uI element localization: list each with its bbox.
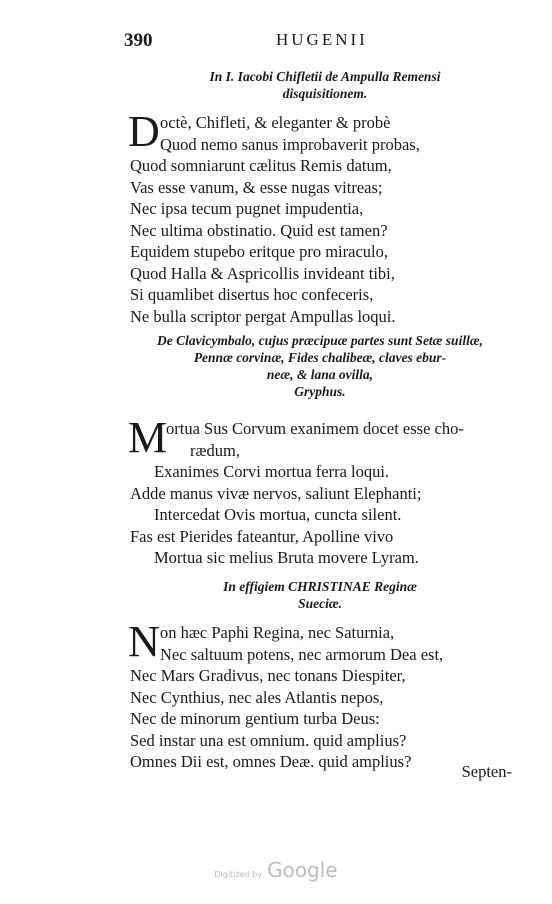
- title-line: In I. Iacobi Chifletii de Ampulla Remensi: [209, 69, 441, 84]
- verse-line: Quod somniarunt cælitus Remis datum,: [130, 156, 392, 175]
- verse-line: Nec de minorum gentium turba Deus:: [130, 709, 380, 728]
- title-line: De Clavicymbalo, cujus præcipuæ partes sunt Setæ suillæ,: [157, 333, 483, 348]
- verse-line: Equidem stupebo eritque pro miraculo,: [130, 242, 388, 261]
- title-line: Pennæ corvinæ, Fides chalibeæ, claves ebur-: [193, 350, 447, 365]
- verse-line: Omnes Dii est, omnes Deæ. quid amplius?: [130, 752, 412, 771]
- verse-line: Quod Halla & Aspricollis invideant tibi,: [130, 263, 395, 283]
- verse-line: Nec Cynthius, nec ales Atlantis nepos,: [130, 687, 384, 707]
- title-line: neæ, & lana ovilla,: [266, 367, 374, 382]
- title-line: Gryphus.: [294, 384, 346, 399]
- verse-line: Nec Mars Gradivus, nec tonans Diespiter,: [130, 666, 406, 685]
- page-number: 390: [124, 30, 153, 51]
- verse-line: Ne bulla scriptor pergat Ampullas loqui.: [130, 306, 396, 326]
- title-line: disquisitionem.: [282, 86, 368, 101]
- verse-line: Quod nemo sanus improbaverit probas,: [160, 134, 420, 154]
- verse-line: Si quamlibet disertus hoc confeceris,: [130, 285, 374, 304]
- title-line: In effigiem CHRISTINAE Reginæ: [223, 579, 417, 594]
- verse-line: Nec ipsa tecum pugnet impudentia,: [130, 199, 364, 218]
- watermark-small: Digitized by: [214, 870, 262, 879]
- title-line: Sueciæ.: [298, 596, 342, 611]
- verse-line: Fas est Pierides fateantur, Apolline vivo: [130, 526, 394, 546]
- drop-cap: D: [128, 107, 160, 156]
- verse-line: ortua Sus Corvum exanimem docet esse cho-: [166, 419, 464, 438]
- poem-title-3: [180, 578, 460, 612]
- verse-line: rædum,: [190, 440, 240, 460]
- poem-body-3: [128, 617, 444, 773]
- verse-line: Nec ultima obstinatio. Quid est tamen?: [130, 220, 388, 240]
- drop-cap: N: [128, 617, 160, 666]
- verse-line: Intercedat Ovis mortua, cuncta silent.: [154, 505, 402, 524]
- verse-line: Nec saltuum potens, nec armorum Dea est,: [160, 644, 444, 664]
- verse-line: Vas esse vanum, & esse nugas vitreas;: [130, 177, 383, 197]
- watermark-logo: Google: [267, 858, 338, 882]
- drop-cap: M: [128, 413, 168, 462]
- poem-body-1: [128, 107, 420, 327]
- running-head: HUGENII: [276, 30, 368, 49]
- catchword: Septen-: [461, 762, 512, 781]
- verse-line: octè, Chifleti, & eleganter & probè: [160, 113, 391, 132]
- watermark: [0, 858, 552, 882]
- verse-line: on hæc Paphi Regina, nec Saturnia,: [160, 623, 395, 642]
- poem-body-2: [128, 413, 464, 569]
- verse-line: Mortua sic melius Bruta movere Lyram.: [154, 548, 419, 567]
- verse-line: Exanimes Corvi mortua ferra loqui.: [154, 462, 390, 481]
- verse-line: Adde manus vivæ nervos, saliunt Elephanti;: [130, 483, 422, 503]
- poem-title-1: [160, 68, 490, 102]
- verse-line: Sed instar una est omnium. quid amplius?: [130, 730, 407, 750]
- poem-title-2: [130, 332, 510, 400]
